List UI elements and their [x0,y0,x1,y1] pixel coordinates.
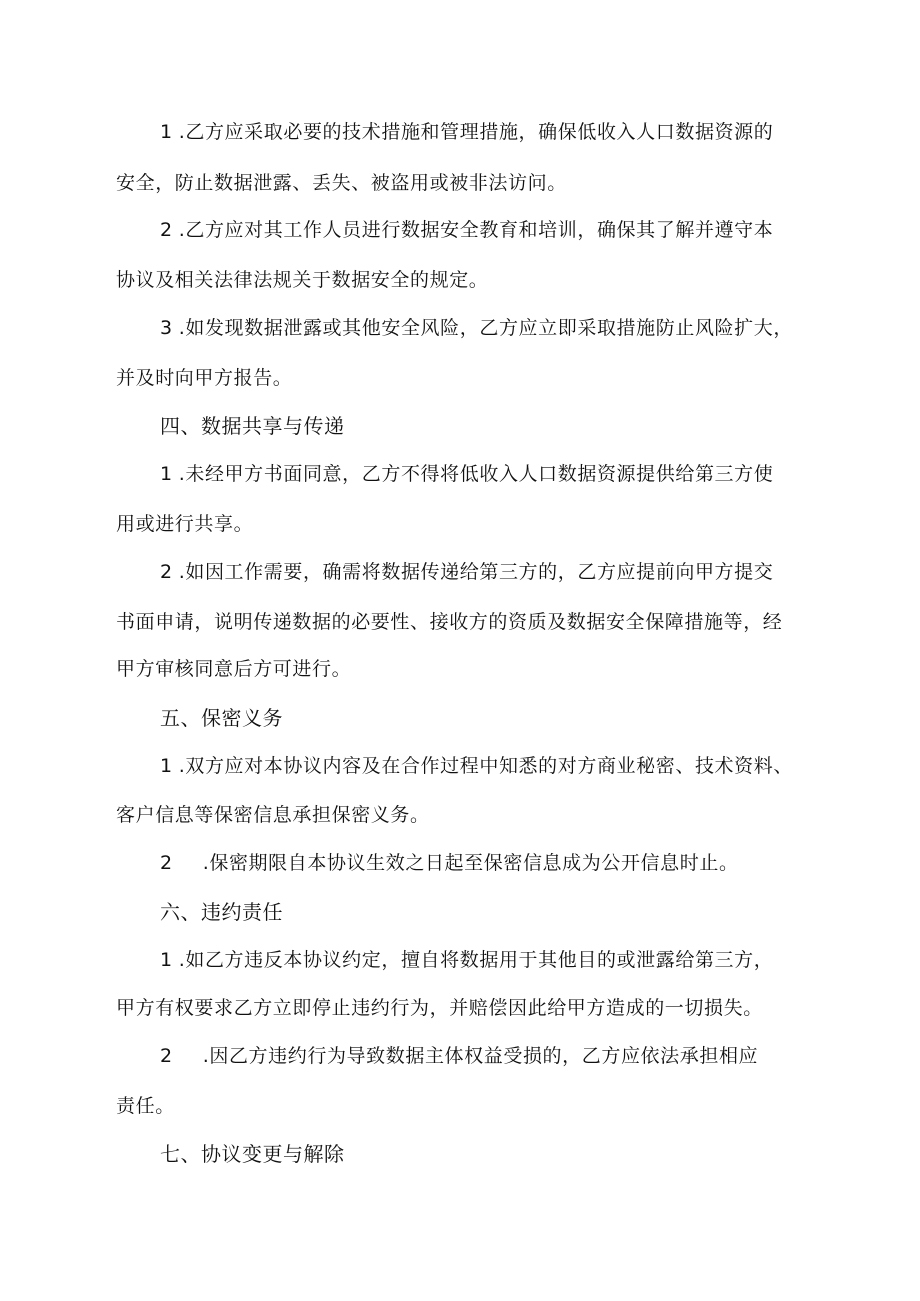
paragraph-line [160,753,793,779]
paragraph-line: 责任。 [116,1095,175,1117]
paragraph-text: .如因工作需要，确需将数据传递给第三方的，乙方应提前向甲方提交 [178,561,774,583]
paragraph-text: .未经甲方书面同意，乙方不得将低收入人口数据资源提供给第三方使 [178,463,774,485]
paragraph-text: .如乙方违反本协议约定，擅自将数据用于其他目的或泄露给第三方， [178,949,774,971]
paragraph-text: .乙方应采取必要的技术措施和管理措施，确保低收入人口数据资源的 [178,121,774,143]
paragraph-line [160,850,739,876]
paragraph-text: .保密期限自本协议生效之日起至保密信息成为公开信息时止。 [202,852,739,874]
paragraph-line: 甲方有权要求乙方立即停止违约行为，并赔偿因此给甲方造成的一切损失。 [116,997,763,1019]
item-number: 1 [160,121,173,143]
item-number: 2 [160,561,173,583]
paragraph-line [160,119,773,145]
paragraph-line [160,559,773,585]
item-number: 2 [160,852,173,874]
item-number: 1 [160,463,173,485]
item-number: 1 [160,949,173,971]
paragraph-line: 用或进行共享。 [116,513,254,535]
paragraph-line [160,947,773,973]
paragraph-line [160,461,773,487]
paragraph-line: 协议及相关法律法规关于数据安全的规定。 [116,269,489,291]
item-number: 3 [160,317,173,339]
paragraph-text: .因乙方违约行为导致数据主体权益受损的，乙方应依法承担相应 [202,1045,759,1067]
paragraph-line: 客户信息等保密信息承担保密义务。 [116,804,430,826]
section-heading: 七、协议变更与解除 [160,1142,345,1166]
paragraph-text: .如发现数据泄露或其他安全风险，乙方应立即采取措施防止风险扩大， [178,317,793,339]
item-number: 2 [160,1045,173,1067]
section-heading: 四、数据共享与传递 [160,414,345,438]
paragraph-line [160,1043,758,1069]
paragraph-text: .双方应对本协议内容及在合作过程中知悉的对方商业秘密、技术资料、 [178,755,793,777]
paragraph-line [160,315,793,341]
paragraph-line [160,217,773,243]
paragraph-line: 并及时向甲方报告。 [116,367,293,389]
paragraph-line: 书面申请，说明传递数据的必要性、接收方的资质及数据安全保障措施等，经 [116,611,783,633]
section-heading: 五、保密义务 [160,706,283,730]
section-heading: 六、违约责任 [160,900,283,924]
paragraph-line: 安全，防止数据泄露、丢失、被盗用或被非法访问。 [116,172,567,194]
paragraph-text: .乙方应对其工作人员进行数据安全教育和培训，确保其了解并遵守本 [178,219,774,241]
item-number: 2 [160,219,173,241]
paragraph-line: 甲方审核同意后方可进行。 [116,658,352,680]
item-number: 1 [160,755,173,777]
